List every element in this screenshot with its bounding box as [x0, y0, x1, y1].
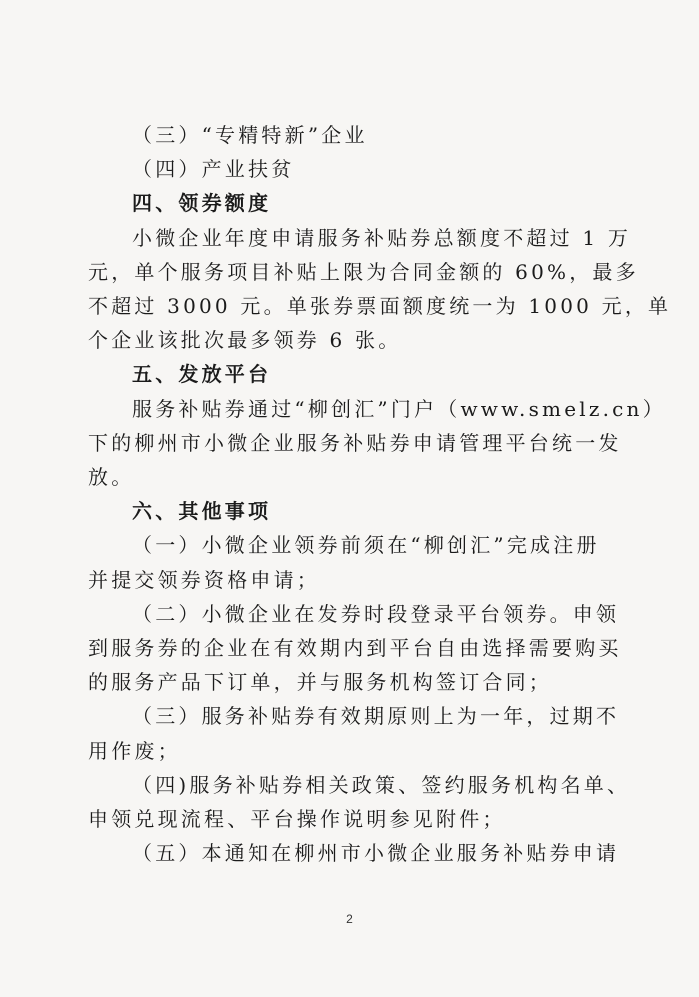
paragraph-line: （二）小微企业在发券时段登录平台领券。申领 — [132, 601, 620, 626]
paragraph-line: 的服务产品下订单，并与服务机构签订合同； — [88, 670, 552, 695]
paragraph-line: 个企业该批次最多领券 6 张。 — [88, 328, 402, 353]
document-body — [88, 118, 672, 870]
paragraph-line: 并提交领券资格申请； — [88, 567, 320, 592]
paragraph-line: （四)服务补贴券相关政策、签约服务机构名单、 — [132, 772, 631, 797]
paragraph-line: 服务补贴券通过“柳创汇”门户（www.smelz.cn） — [132, 396, 666, 421]
section-heading-other-matters: 六、其他事项 — [132, 499, 272, 524]
paragraph-line: 小微企业年度申请服务补贴券总额度不超过 1 万 — [132, 225, 632, 250]
paragraph-line: （五）本通知在柳州市小微企业服务补贴券申请 — [132, 841, 620, 866]
list-item-poverty-alleviation: （四）产业扶贫 — [132, 157, 295, 182]
paragraph-line: 申领兑现流程、平台操作说明参见附件； — [88, 807, 506, 832]
paragraph-line: 不超过 3000 元。单张券票面额度统一为 1000 元，单 — [88, 294, 672, 319]
list-item-specialized-enterprises: （三）“专精特新”企业 — [132, 123, 368, 147]
paragraph-line: 用作废； — [88, 738, 181, 763]
section-heading-voucher-amount: 四、领券额度 — [132, 191, 272, 216]
paragraph-line: （一）小微企业领券前须在“柳创汇”完成注册 — [132, 533, 600, 558]
section-heading-platform: 五、发放平台 — [132, 362, 272, 387]
paragraph-line: 到服务券的企业在有效期内到平台自由选择需要购买 — [88, 636, 622, 661]
paragraph-line: 元，单个服务项目补贴上限为合同金额的 60%，最多 — [88, 259, 639, 284]
paragraph-line: 放。 — [88, 465, 135, 490]
page-number: 2 — [346, 912, 353, 926]
paragraph-line: 下的柳州市小微企业服务补贴券申请管理平台统一发 — [88, 430, 622, 455]
paragraph-line: （三）服务补贴券有效期原则上为一年，过期不 — [132, 704, 620, 729]
